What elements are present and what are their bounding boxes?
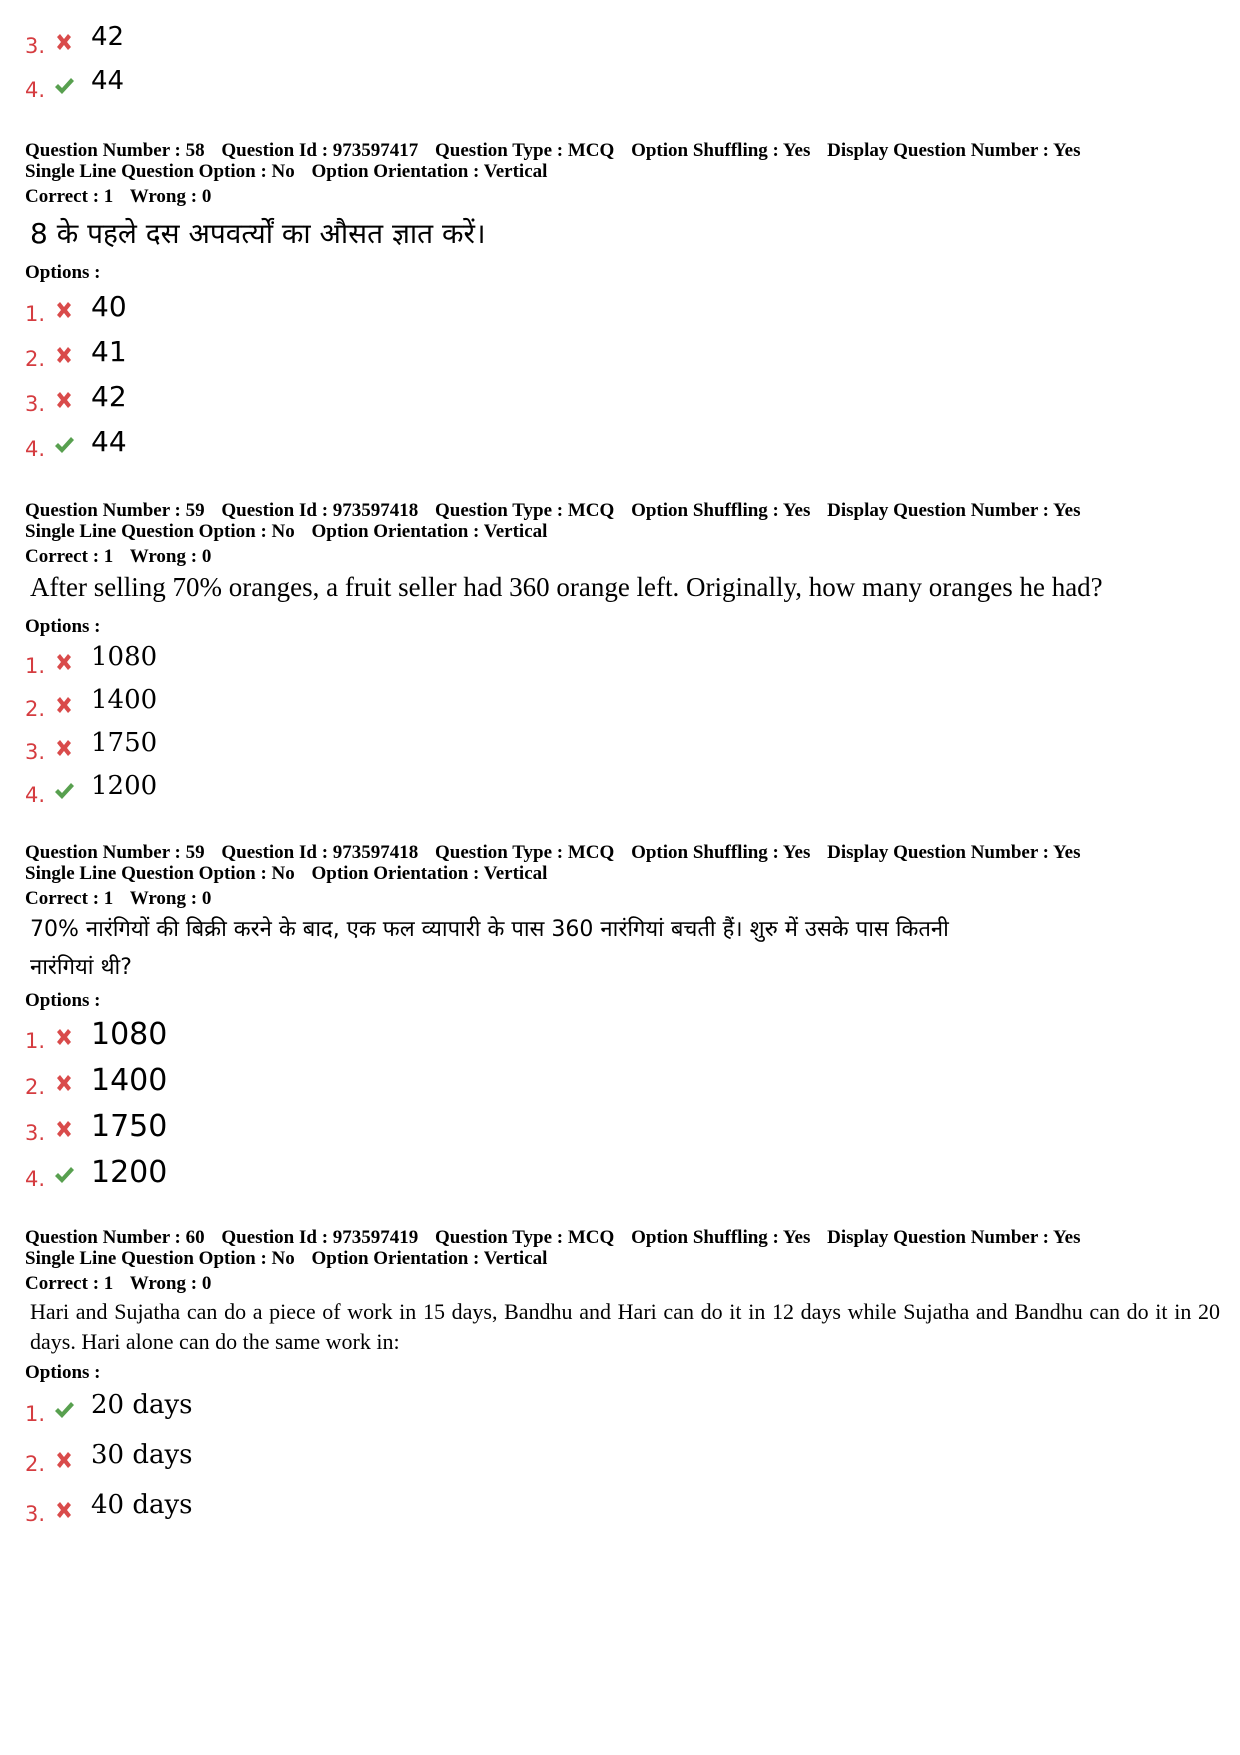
- check-icon: [53, 1399, 75, 1421]
- question-id: Question Id : 973597418: [221, 842, 419, 863]
- option-orientation: Option Orientation : Vertical: [311, 863, 548, 884]
- option-number: 2.: [25, 347, 46, 371]
- cross-icon: [53, 389, 75, 411]
- option-text: 30 days: [91, 1440, 193, 1470]
- question-text: Hari and Sujatha can do a piece of work in 15 days, Bandhu and Hari can do it in 12 days while Sujatha and Bandhu can do it in 20 days. Hari alone can do the same work in:: [30, 1299, 1220, 1354]
- question-header-line2: [25, 161, 1225, 182]
- display-question-number: Display Question Number : Yes: [827, 842, 1081, 863]
- question-header-line2: [25, 863, 1225, 884]
- single-line-option: Single Line Question Option : No: [25, 863, 295, 884]
- question-text-line2: नारंगियां थी?: [30, 955, 132, 980]
- option-text: 42: [91, 380, 127, 413]
- question-id: Question Id : 973597418: [221, 500, 419, 521]
- option-number: 3.: [25, 1121, 46, 1145]
- single-line-option: Single Line Question Option : No: [25, 161, 295, 182]
- option-number: 2.: [25, 697, 46, 721]
- option-shuffling: Option Shuffling : Yes: [631, 842, 811, 863]
- marks-line: [25, 1273, 1225, 1294]
- option-number: 4.: [25, 1167, 46, 1191]
- question-type: Question Type : MCQ: [435, 500, 615, 521]
- cross-icon: [53, 1118, 75, 1140]
- question-text-line1: 70% नारंगियों की बिक्री करने के बाद, एक फल व्यापारी के पास 360 नारंगियां बचती हैं। शुरु में उसके पास कितनी: [30, 917, 949, 942]
- correct-marks: Correct : 1: [25, 546, 114, 567]
- question-number: Question Number : 58: [25, 140, 205, 161]
- correct-marks: Correct : 1: [25, 888, 114, 909]
- wrong-marks: Wrong : 0: [129, 186, 212, 207]
- options-label: Options :: [25, 1362, 101, 1383]
- option-number: 2.: [25, 1075, 46, 1099]
- question-id: Question Id : 973597419: [221, 1227, 419, 1248]
- option-text: 1750: [91, 728, 158, 758]
- option-number: 3.: [25, 34, 46, 58]
- display-question-number: Display Question Number : Yes: [827, 500, 1081, 521]
- option-number: 3.: [25, 392, 46, 416]
- question-text: 8 के पहले दस अपवर्त्यों का औसत ज्ञात करें।: [30, 217, 486, 250]
- cross-icon: [53, 344, 75, 366]
- check-icon: [53, 1164, 75, 1186]
- question-number: Question Number : 59: [25, 842, 205, 863]
- correct-marks: Correct : 1: [25, 186, 114, 207]
- question-type: Question Type : MCQ: [435, 842, 615, 863]
- question-id: Question Id : 973597417: [221, 140, 419, 161]
- option-shuffling: Option Shuffling : Yes: [631, 140, 811, 161]
- option-number: 3.: [25, 740, 46, 764]
- options-label: Options :: [25, 990, 101, 1011]
- question-header: [25, 1227, 1225, 1248]
- option-number: 3.: [25, 1502, 46, 1526]
- option-text: 44: [91, 425, 127, 458]
- wrong-marks: Wrong : 0: [129, 1273, 212, 1294]
- question-type: Question Type : MCQ: [435, 140, 615, 161]
- correct-marks: Correct : 1: [25, 1273, 114, 1294]
- marks-line: [25, 186, 1225, 207]
- question-header: [25, 500, 1225, 521]
- option-number: 4.: [25, 437, 46, 461]
- single-line-option: Single Line Question Option : No: [25, 521, 295, 542]
- option-text: 42: [91, 22, 125, 52]
- option-text: 1750: [91, 1109, 168, 1144]
- marks-line: [25, 888, 1225, 909]
- option-number: 1.: [25, 1402, 46, 1426]
- option-shuffling: Option Shuffling : Yes: [631, 1227, 811, 1248]
- option-orientation: Option Orientation : Vertical: [311, 521, 548, 542]
- question-type: Question Type : MCQ: [435, 1227, 615, 1248]
- option-orientation: Option Orientation : Vertical: [311, 161, 548, 182]
- option-text: 1080: [91, 642, 158, 672]
- cross-icon: [53, 1026, 75, 1048]
- cross-icon: [53, 31, 75, 53]
- option-text: 1400: [91, 685, 158, 715]
- option-number: 1.: [25, 654, 46, 678]
- option-text: 1200: [91, 1155, 168, 1190]
- cross-icon: [53, 1499, 75, 1521]
- cross-icon: [53, 651, 75, 673]
- option-number: 4.: [25, 78, 46, 102]
- option-text: 40: [91, 290, 127, 323]
- cross-icon: [53, 737, 75, 759]
- option-text: 41: [91, 335, 127, 368]
- question-header: [25, 842, 1225, 863]
- cross-icon: [53, 299, 75, 321]
- option-text: 44: [91, 66, 125, 96]
- question-number: Question Number : 60: [25, 1227, 205, 1248]
- options-label: Options :: [25, 262, 101, 283]
- wrong-marks: Wrong : 0: [129, 888, 212, 909]
- option-number: 1.: [25, 1029, 46, 1053]
- single-line-option: Single Line Question Option : No: [25, 1248, 295, 1269]
- question-header-line2: [25, 1248, 1225, 1269]
- check-icon: [53, 75, 75, 97]
- question-text: After selling 70% oranges, a fruit seller had 360 orange left. Originally, how many oranges he had?: [30, 572, 1103, 602]
- wrong-marks: Wrong : 0: [129, 546, 212, 567]
- check-icon: [53, 434, 75, 456]
- question-header: [25, 140, 1225, 161]
- option-text: 20 days: [91, 1390, 193, 1420]
- options-label: Options :: [25, 616, 101, 637]
- option-number: 2.: [25, 1452, 46, 1476]
- question-header-line2: [25, 521, 1225, 542]
- option-number: 1.: [25, 302, 46, 326]
- display-question-number: Display Question Number : Yes: [827, 140, 1081, 161]
- option-shuffling: Option Shuffling : Yes: [631, 500, 811, 521]
- option-text: 40 days: [91, 1490, 193, 1520]
- marks-line: [25, 546, 1225, 567]
- option-text: 1200: [91, 771, 158, 801]
- option-orientation: Option Orientation : Vertical: [311, 1248, 548, 1269]
- check-icon: [53, 780, 75, 802]
- option-text: 1400: [91, 1063, 168, 1098]
- question-number: Question Number : 59: [25, 500, 205, 521]
- option-text: 1080: [91, 1017, 168, 1052]
- option-number: 4.: [25, 783, 46, 807]
- cross-icon: [53, 1449, 75, 1471]
- display-question-number: Display Question Number : Yes: [827, 1227, 1081, 1248]
- cross-icon: [53, 1072, 75, 1094]
- cross-icon: [53, 694, 75, 716]
